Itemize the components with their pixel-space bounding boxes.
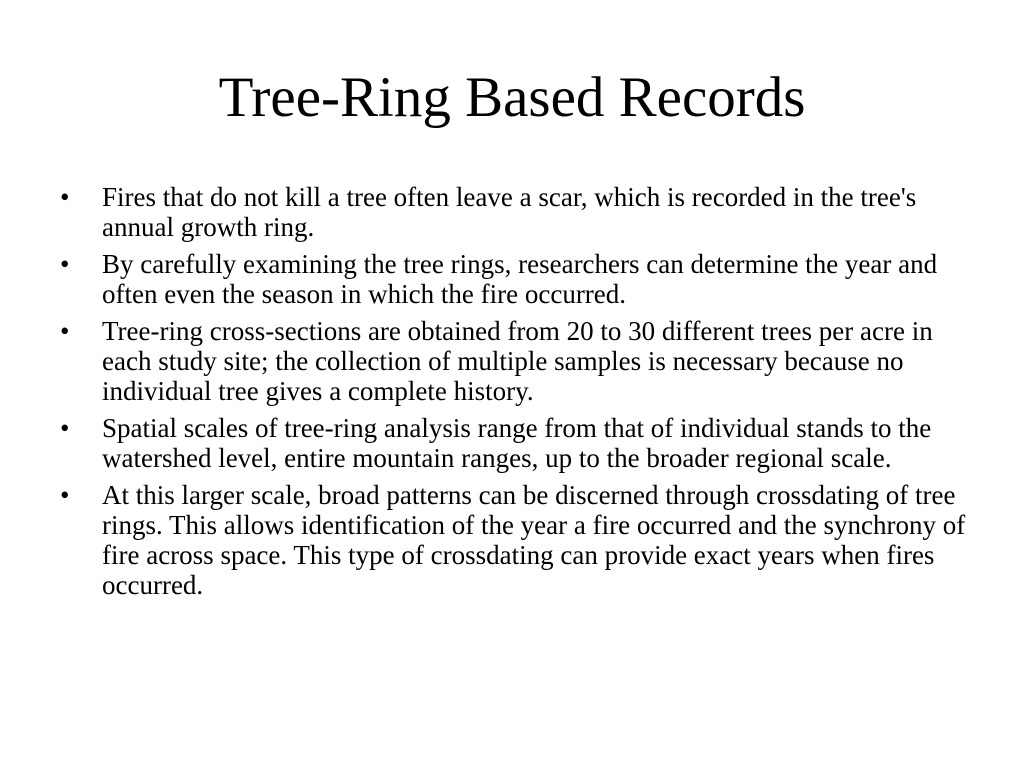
bullet-icon: • — [60, 182, 70, 212]
bullet-icon: • — [60, 316, 70, 346]
bullet-item — [58, 316, 968, 406]
bullet-text: By carefully examining the tree rings, researchers can determine the year and often even the season in which the fire occurred. — [102, 249, 938, 309]
bullet-icon: • — [60, 413, 70, 443]
bullet-item — [58, 249, 968, 309]
bullet-text: Spatial scales of tree-ring analysis range from that of individual stands to the watershed level, entire mountain ranges, up to the broader regional scale. — [102, 413, 932, 473]
bullet-icon: • — [60, 480, 70, 510]
bullet-item — [58, 480, 968, 600]
slide-title: Tree-Ring Based Records — [218, 66, 806, 129]
bullet-text: At this larger scale, broad patterns can be discerned through crossdating of tree rings. This allows identification of the year a fire occurred and the synchrony of fire across space. This type of crossdating can provide exact years when fires occurred. — [102, 480, 966, 600]
bullet-item — [58, 413, 968, 473]
bullet-text: Fires that do not kill a tree often leave a scar, which is recorded in the tree's annual growth ring. — [102, 182, 917, 242]
bullet-list — [58, 182, 968, 607]
bullet-item — [58, 182, 968, 242]
bullet-icon: • — [60, 249, 70, 279]
bullet-text: Tree-ring cross-sections are obtained from 20 to 30 different trees per acre in each study site; the collection of multiple samples is necessary because no individual tree gives a complete history. — [102, 316, 933, 406]
